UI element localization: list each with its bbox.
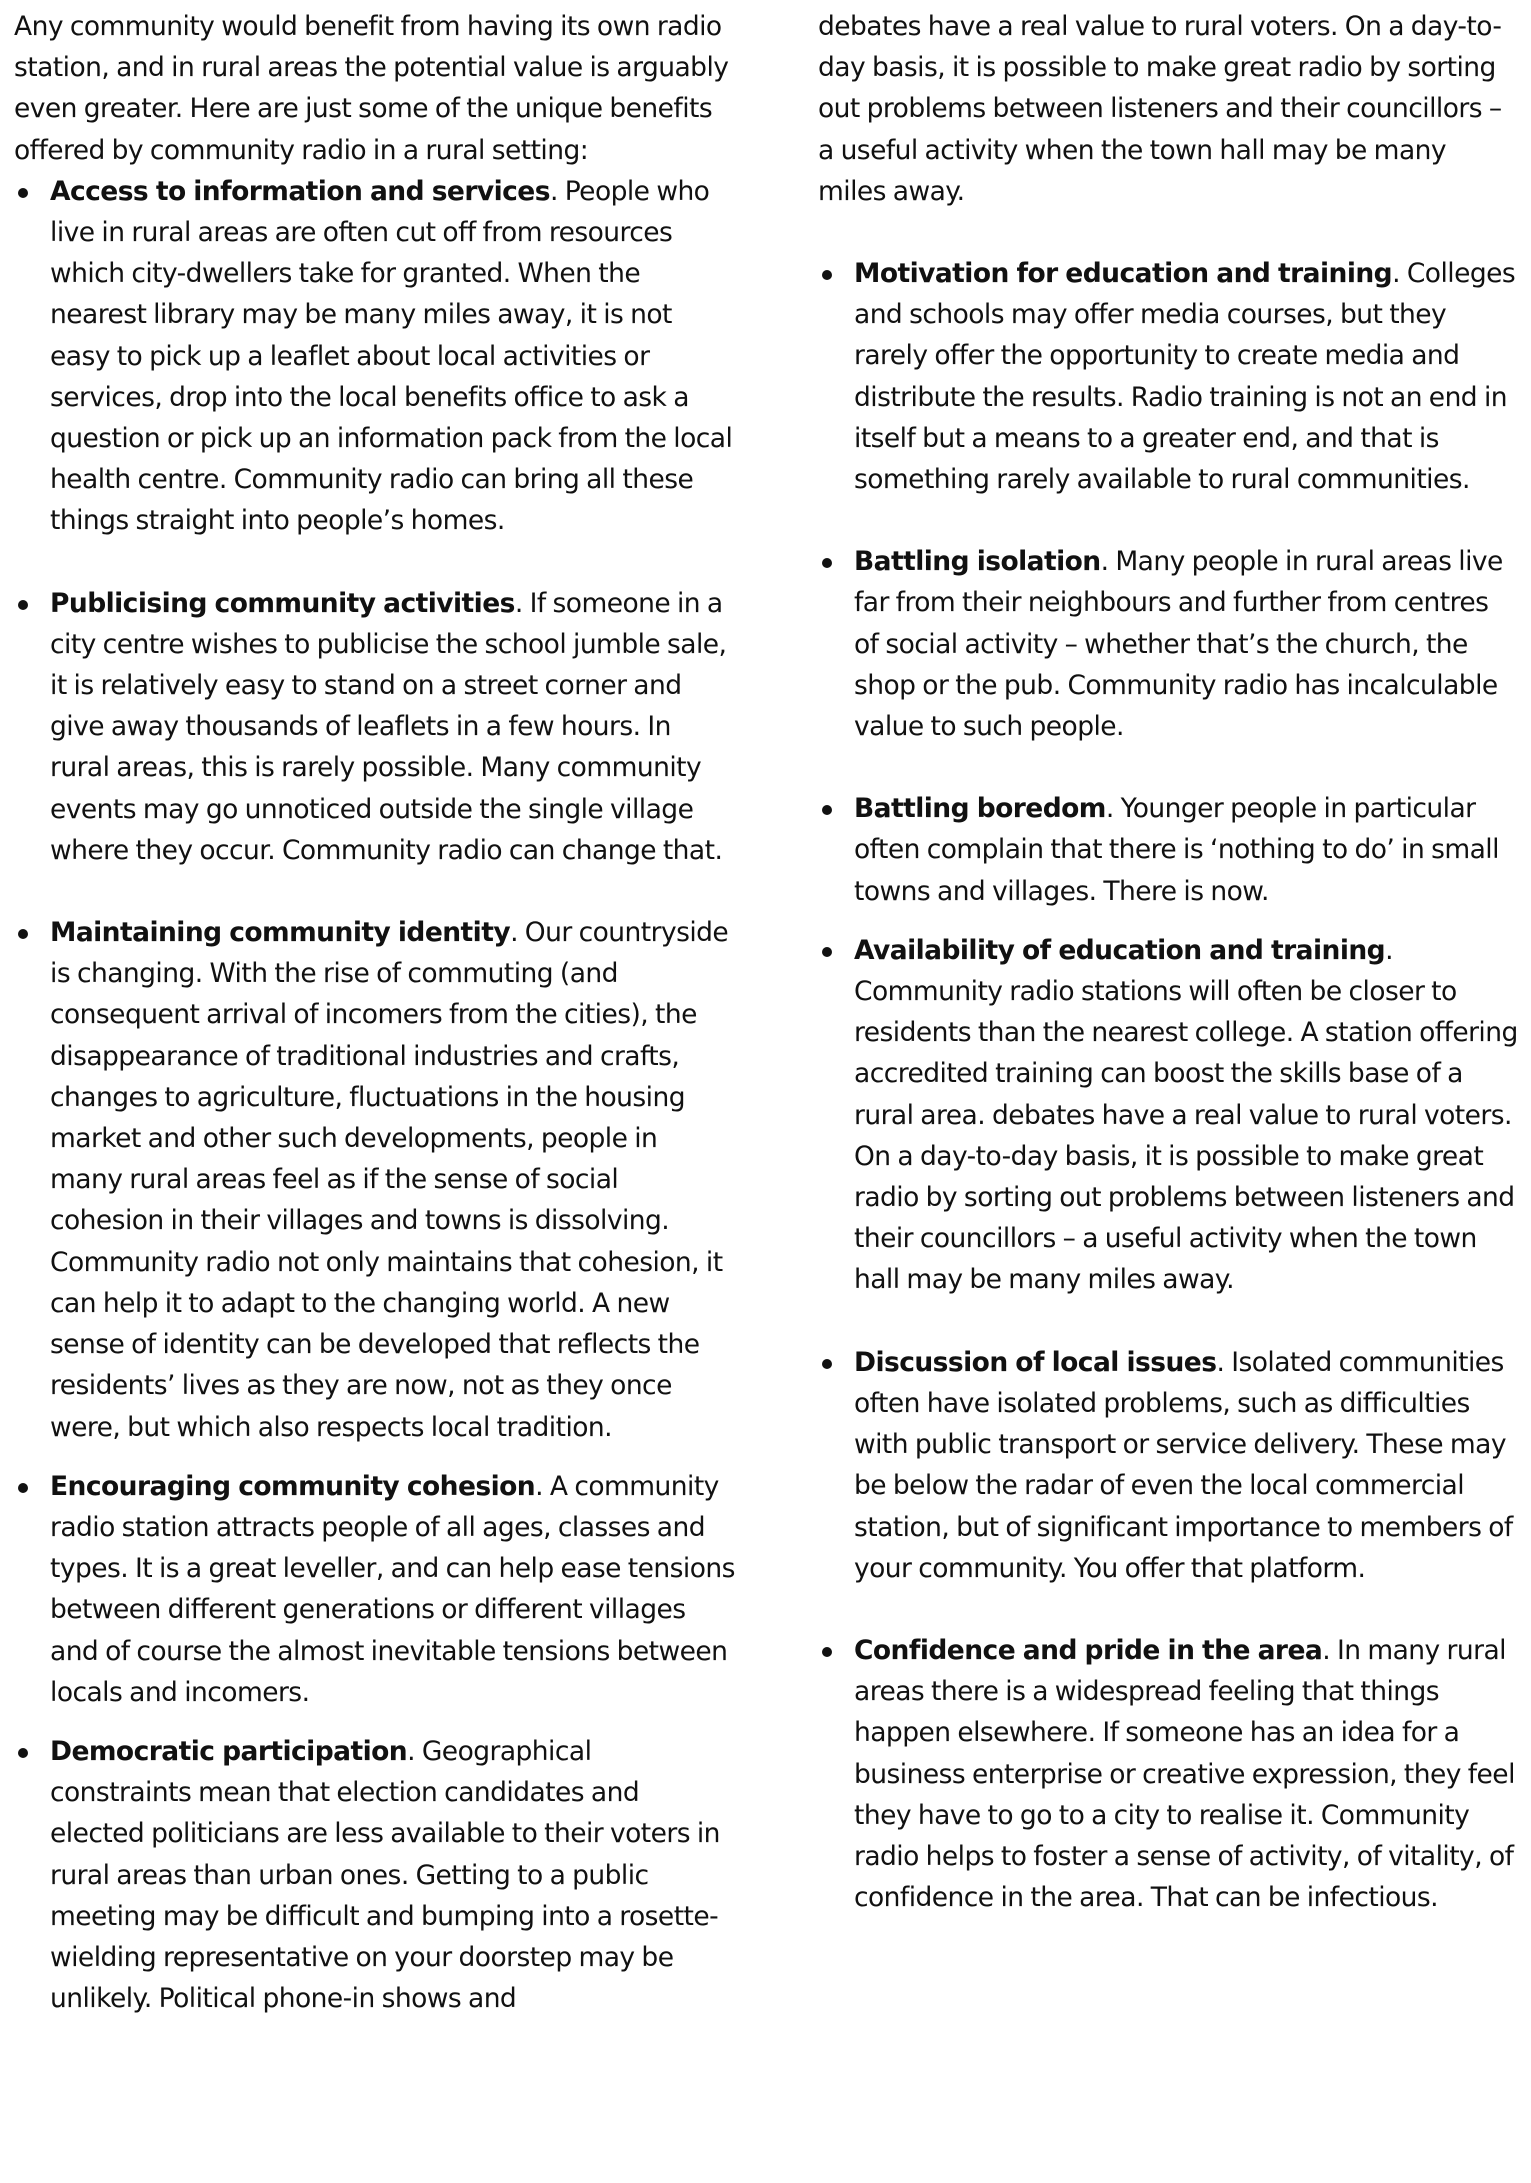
bullet-text: . Community radio stations will often be closer to residents than the nearest college. A station offering accredited training can boost the skills base of a rural area. debates have a real value to rural voters. On a day-to-day basis, it is possible to make great radio by sorting out problems between listeners and their councillors – a useful activity when the town hall may be many miles away.: [854, 934, 1518, 1296]
bullet-heading: Democratic participation: [50, 1735, 408, 1767]
bullet-text: . Colleges and schools may offer media courses, but they rarely offer the opportunity to create media and distribute the results. Radio training is not an end in itself but a means to a greater end, and that is something rarely available to rural communities.: [854, 258, 1516, 496]
bullet-heading: Publicising community activities: [50, 587, 515, 619]
bullet-icon: [18, 188, 28, 198]
list-item: [14, 912, 736, 1448]
bullet-icon: [18, 929, 28, 939]
bullet-icon: [18, 1483, 28, 1493]
list-item: [818, 788, 1518, 912]
bullet-text: . A community radio station attracts people of all ages, classes and types. It is a great leveller, and can help ease tensions between different generations or different villages and of course the almost inevitable tensions between locals and incomers.: [50, 1470, 735, 1708]
bullet-text: . Geographical constraints mean that election candidates and elected politicians are less available to their voters in rural areas than urban ones. Getting to a public meeting may be difficult and bumping into a rosette-wielding representative on your doorstep may be unlikely. Political phone-in shows and: [50, 1735, 720, 2015]
list-item: [14, 171, 736, 542]
benefits-list-left: [14, 171, 736, 2020]
list-item: [14, 1731, 736, 2019]
list-item: [818, 930, 1518, 1301]
bullet-text: . Younger people in particular often complain that there is ‘nothing to do’ in small towns and villages. There is now.: [854, 793, 1499, 907]
bullet-heading: Encouraging community cohesion: [50, 1470, 536, 1502]
bullet-heading: Availability of education and training: [854, 934, 1386, 966]
bullet-text: . If someone in a city centre wishes to publicise the school jumble sale, it is relatively easy to stand on a street corner and give away thousands of leaflets in a few hours. In rural areas, this is rarely possible. Many community events may go unnoticed outside the single village where they occur. Community radio can change that.: [50, 587, 727, 866]
benefits-list-right: [818, 253, 1518, 1918]
list-item: [818, 1342, 1518, 1589]
bullet-icon: [822, 558, 832, 568]
bullet-icon: [822, 270, 832, 280]
list-item: [818, 1630, 1518, 1918]
bullet-icon: [822, 1359, 832, 1369]
list-item: [14, 583, 736, 871]
bullet-heading: Confidence and pride in the area: [854, 1634, 1323, 1666]
bullet-text: . Our countryside is changing. With the rise of commuting (and consequent arrival of incomers from the cities), the disappearance of traditional industries and crafts, changes to agriculture, fluctuations in the housing market and other such developments, people in many rural areas feel as if the sense of social cohesion in their villages and towns is dissolving. Community radio not only maintains that cohesion, it can help it to adapt to the changing world. A new sense of identity can be developed that reflects the residents’ lives as they are now, not as they once were, but which also respects local tradition.: [50, 917, 729, 1443]
bullet-text: . People who live in rural areas are often cut off from resources which city-dwellers take for granted. When the nearest library may be many miles away, it is not easy to pick up a leaflet about local activities or services, drop into the local benefits office to ask a question or pick up an information pack from the local health centre. Community radio can bring all these things straight into people’s homes.: [50, 175, 733, 537]
continuation-paragraph: debates have a real value to rural voters. On a day-to-day basis, it is possible to make great radio by sorting out problems between listeners and their councillors – a useful activity when the town hall may be many miles away.: [818, 11, 1502, 207]
bullet-text: . Isolated communities often have isolated problems, such as difficulties with public transport or service delivery. These may be below the radar of even the local commercial station, but of significant importance to members of your community. You offer that platform.: [854, 1346, 1513, 1584]
bullet-icon: [822, 805, 832, 815]
list-item: [14, 1466, 736, 1713]
list-item: [818, 253, 1518, 500]
bullet-heading: Battling boredom: [854, 793, 1106, 825]
bullet-icon: [18, 600, 28, 610]
right-column: [818, 6, 1518, 1918]
intro-paragraph: Any community would benefit from having its own radio station, and in rural areas the potential value is arguably even greater. Here are just some of the unique benefits offered by community radio in a rural setting:: [14, 11, 729, 166]
bullet-heading: Discussion of local issues: [854, 1346, 1217, 1378]
bullet-heading: Maintaining community identity: [50, 917, 511, 949]
bullet-icon: [822, 947, 832, 957]
bullet-heading: Access to information and services: [50, 175, 550, 207]
bullet-heading: Battling isolation: [854, 546, 1101, 578]
bullet-icon: [18, 1748, 28, 1758]
bullet-text: . Many people in rural areas live far from their neighbours and further from centres of social activity – whether that’s the church, the shop or the pub. Community radio has incalculable value to such people.: [854, 546, 1503, 743]
left-column: [14, 6, 736, 2019]
list-item: [818, 541, 1518, 747]
bullet-icon: [822, 1647, 832, 1657]
bullet-text: . In many rural areas there is a widespread feeling that things happen elsewhere. If someone has an idea for a business enterprise or creative expression, they feel they have to go to a city to realise it. Community radio helps to foster a sense of activity, of vitality, of confidence in the area. That can be infectious.: [854, 1634, 1515, 1914]
bullet-heading: Motivation for education and training: [854, 258, 1393, 290]
